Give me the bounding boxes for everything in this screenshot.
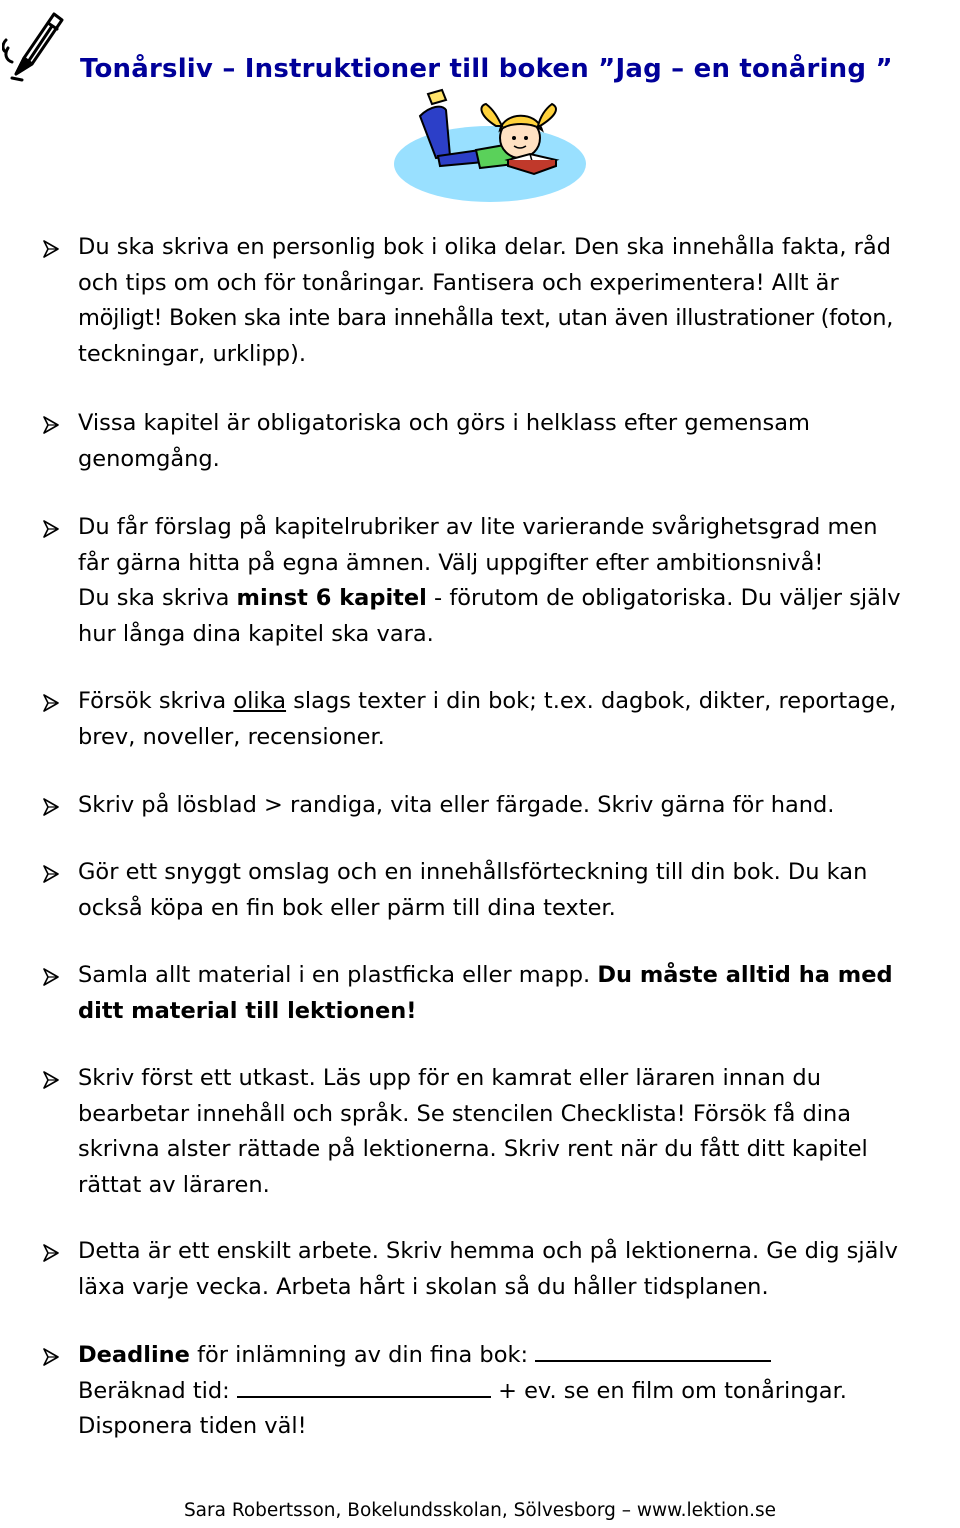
arrow-bullet-icon bbox=[42, 865, 60, 883]
item-text-line: också köpa en fin bok eller pärm till dina texter. bbox=[78, 894, 616, 921]
list-item bbox=[42, 230, 942, 372]
list-item bbox=[42, 958, 942, 1029]
arrow-bullet-icon bbox=[42, 798, 60, 816]
estimated-time-blank[interactable] bbox=[237, 1374, 491, 1398]
item-text-line: Disponera tiden väl! bbox=[78, 1413, 307, 1439]
item-text-line: hur långa dina kapitel ska vara. bbox=[78, 620, 434, 647]
item-text-line: Deadline för inlämning av din fina bok: bbox=[78, 1338, 942, 1374]
item-text-line: och tips om och för tonåringar. Fantisera och experimentera! Allt är bbox=[78, 269, 839, 296]
item-text-line: Detta är ett enskilt arbete. Skriv hemma och på lektionerna. Ge dig själv bbox=[78, 1238, 898, 1264]
arrow-bullet-icon bbox=[42, 968, 60, 986]
arrow-bullet-icon bbox=[42, 240, 60, 258]
page-title: Tonårsliv – Instruktioner till boken ”Jag – en tonåring ” bbox=[80, 54, 893, 84]
item-text-line: Gör ett snyggt omslag och en innehållsförteckning till din bok. Du kan bbox=[78, 859, 868, 885]
deadline-blank[interactable] bbox=[535, 1338, 771, 1362]
item-text-line: rättat av läraren. bbox=[78, 1171, 270, 1198]
list-item bbox=[42, 788, 942, 824]
item-text-line: skrivna alster rättade på lektionerna. Skriv rent när du fått ditt kapitel bbox=[78, 1136, 868, 1162]
item-text-line: brev, noveller, recensioner. bbox=[78, 723, 385, 750]
item-text-line: Samla allt material i en plastficka eller mapp. Du måste alltid ha med bbox=[78, 962, 893, 988]
list-item bbox=[42, 1061, 942, 1203]
list-item bbox=[42, 855, 942, 926]
list-item bbox=[42, 510, 942, 652]
item-text-line: Vissa kapitel är obligatoriska och görs i helklass efter gemensam bbox=[78, 410, 810, 436]
item-text-line: ditt material till lektionen! bbox=[78, 997, 417, 1024]
item-text-line: läxa varje vecka. Arbeta hårt i skolan så du håller tidsplanen. bbox=[78, 1273, 769, 1300]
item-text-line: Skriv först ett utkast. Läs upp för en kamrat eller läraren innan du bbox=[78, 1065, 821, 1091]
arrow-bullet-icon bbox=[42, 1071, 60, 1089]
list-item bbox=[42, 684, 942, 755]
arrow-bullet-icon bbox=[42, 520, 60, 538]
pencil-icon bbox=[2, 4, 68, 84]
item-text-line: möjligt! Boken ska inte bara innehålla text, utan även illustrationer (foton, bbox=[78, 305, 894, 331]
list-item bbox=[42, 1338, 942, 1445]
item-text-line: Skriv på lösblad > randiga, vita eller färgade. Skriv gärna för hand. bbox=[78, 792, 835, 818]
item-text-line: Du ska skriva en personlig bok i olika delar. Den ska innehålla fakta, råd bbox=[78, 234, 891, 260]
item-text-line: får gärna hitta på egna ämnen. Välj uppgifter efter ambitionsnivå! bbox=[78, 549, 824, 576]
item-text-line: Försök skriva olika slags texter i din bok; t.ex. dagbok, dikter, reportage, bbox=[78, 688, 897, 714]
list-item bbox=[42, 406, 942, 477]
arrow-bullet-icon bbox=[42, 694, 60, 712]
list-item bbox=[42, 1234, 942, 1305]
arrow-bullet-icon bbox=[42, 1348, 60, 1366]
page-footer: Sara Robertsson, Bokelundsskolan, Sölvesborg – www.lektion.se bbox=[183, 1500, 777, 1521]
item-text-line: Du ska skriva minst 6 kapitel - förutom de obligatoriska. Du väljer själv bbox=[78, 585, 901, 611]
item-text-line: Beräknad tid: + ev. se en film om tonåringar. bbox=[78, 1374, 942, 1410]
item-text-line: genomgång. bbox=[78, 445, 220, 472]
arrow-bullet-icon bbox=[42, 416, 60, 434]
arrow-bullet-icon bbox=[42, 1244, 60, 1262]
item-text-line: bearbetar innehåll och språk. Se stencilen Checklista! Försök få dina bbox=[78, 1100, 852, 1127]
item-text-line: teckningar, urklipp). bbox=[78, 340, 306, 367]
item-text-line: Du får förslag på kapitelrubriker av lite varierande svårighetsgrad men bbox=[78, 514, 878, 540]
girl-reading-illustration bbox=[380, 86, 590, 206]
